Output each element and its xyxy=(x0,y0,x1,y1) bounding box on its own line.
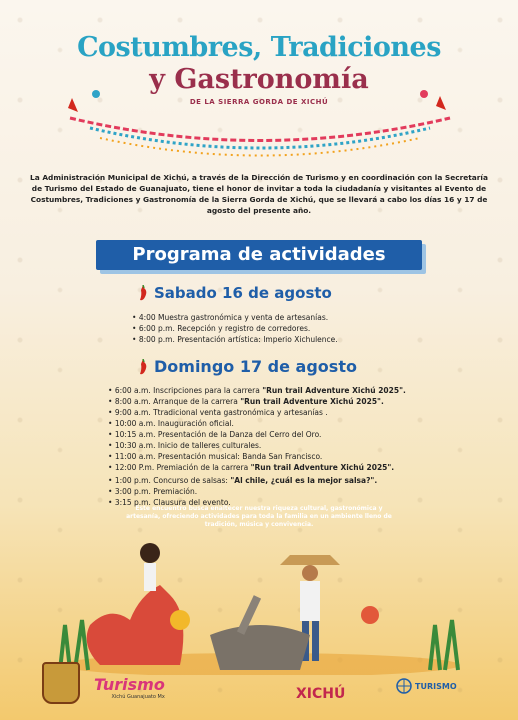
list-item: • 3:00 p.m. Premiación. xyxy=(108,486,377,497)
title-line1: Costumbres, Tradiciones xyxy=(77,32,441,63)
chili-icon xyxy=(138,285,148,301)
day1-list xyxy=(132,312,338,345)
day2-heading xyxy=(138,357,357,376)
program-title-banner: Programa de actividades xyxy=(96,240,422,270)
list-item: • 8:00 p.m. Presentación artística: Imperio Xichulence. xyxy=(132,334,338,345)
turismo-right-logo: TURISMO xyxy=(396,678,457,694)
dancers-illustration xyxy=(40,525,480,675)
day1-title: Sabado 16 de agosto xyxy=(154,284,332,302)
list-item: • 1:00 p.m. Concurso de salsas: "Al chile, ¿cuál es la mejor salsa?". xyxy=(108,475,377,486)
day2-list xyxy=(108,385,406,473)
globe-icon xyxy=(396,678,412,694)
title-line2: y Gastronomía xyxy=(149,64,369,95)
list-item: • 12:00 P.m. Premiación de la carrera "Run trail Adventure Xichú 2025". xyxy=(108,462,406,473)
turismo-logo: Turismo Xichú Guanajuato Mx xyxy=(94,675,165,700)
list-item: • 8:00 a.m. Arranque de la carrera "Run trail Adventure Xichú 2025". xyxy=(108,396,406,407)
list-item: • 10:15 a.m. Presentación de la Danza del Cerro del Oro. xyxy=(108,429,406,440)
day1-heading xyxy=(138,284,332,302)
papel-picado-decoration xyxy=(60,88,460,158)
list-item: • 10:30 a.m. Inicio de talleres culturales. xyxy=(108,440,406,451)
list-item: • 3:15 p.m. Clausura del evento. xyxy=(108,497,377,508)
intro-paragraph: La Administración Municipal de Xichú, a través de la Dirección de Turismo y en coordinación con la Secretaría de Turismo del Estado de Guanajuato, tiene el honor de invitar a toda la ciudadanía y visitantes al Evento de Costumbres, Tradiciones y Gastronomía de la Sierra Gorda de Xichú, que se llevará a cabo los días 16 y 17 de agosto del presente año. xyxy=(30,173,488,215)
closing-text: Este encuentro busca enaltecer nuestra riqueza cultural, gastronómica y artesanía, ofreciendo actividades para toda la familia en un ambiente lleno de tradición, música y convivencia. xyxy=(126,505,392,528)
list-item: • 6:00 a.m. Inscripciones para la carrera "Run trail Adventure Xichú 2025". xyxy=(108,385,406,396)
list-item: • 6:00 p.m. Recepción y registro de corredores. xyxy=(132,323,338,334)
list-item: • 11:00 a.m. Presentación musical: Banda San Francisco. xyxy=(108,451,406,462)
footer-logos xyxy=(0,664,518,714)
day2-list-continued xyxy=(108,475,377,508)
day2-title: Domingo 17 de agosto xyxy=(154,357,357,376)
list-item: • 4:00 Muestra gastronómica y venta de artesanías. xyxy=(132,312,338,323)
list-item: • 10:00 a.m. Inauguración oficial. xyxy=(108,418,406,429)
chili-icon xyxy=(138,359,148,375)
list-item: • 9:00 a.m. Ttradicional venta gastronómica y artesanías . xyxy=(108,407,406,418)
municipal-shield-logo xyxy=(42,662,80,704)
xichu-logo: XICHÚ xyxy=(296,686,346,702)
subtitle: DE LA SIERRA GORDA DE XICHÚ xyxy=(189,98,329,106)
